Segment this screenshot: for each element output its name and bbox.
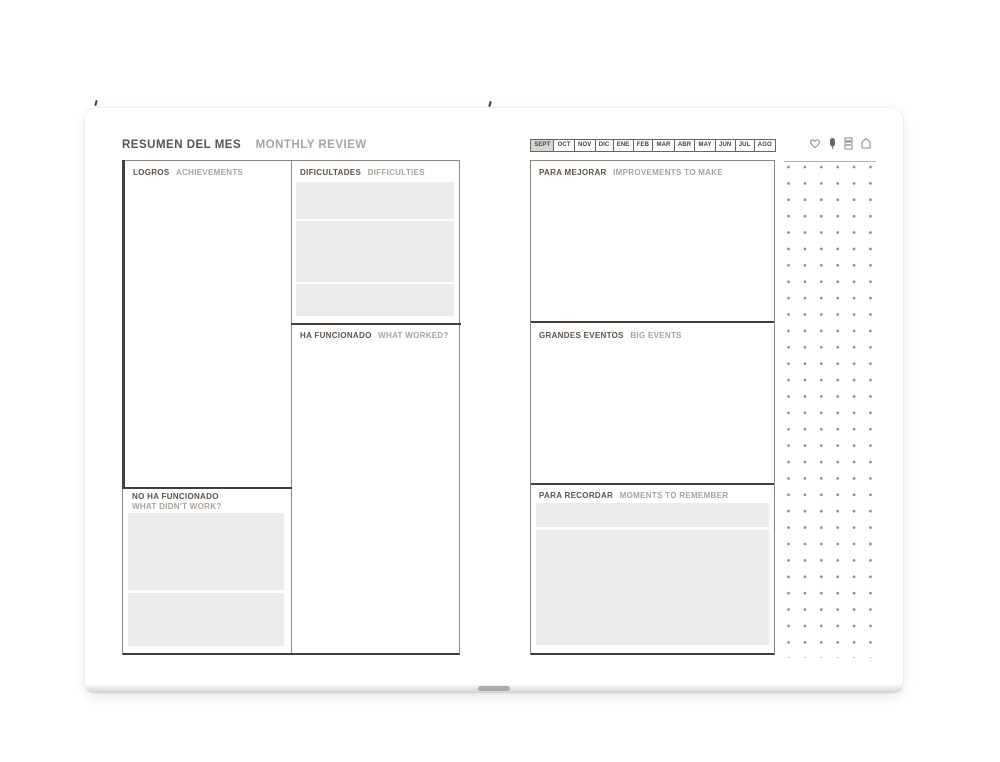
section-header-no-ha-funcionado [132,492,222,512]
section-header-para-recordar [539,491,728,501]
writing-area [536,503,769,527]
para-mejorar-title-en: IMPROVEMENTS TO MAKE [613,168,723,177]
no-ha-funcionado-title-es: NO HA FUNCIONADO [132,492,219,501]
page-title-en: MONTHLY REVIEW [255,139,367,151]
writing-area [128,593,284,646]
right-page-grid [530,160,775,655]
dificultades-title-en: DIFFICULTIES [367,168,425,177]
grandes-eventos-title-en: BIG EVENTS [630,331,682,340]
month-tab-jul[interactable]: JUL [736,139,755,152]
logros-title-es: LOGROS [133,168,170,177]
dificultades-writing-areas [296,182,454,316]
dificultades-title-es: DIFICULTADES [300,168,362,177]
month-tab-dic[interactable]: DIC [596,139,614,152]
page-title [122,135,367,153]
para-recordar-title-en: MOMENTS TO REMEMBER [619,491,729,500]
page-corner-mark-left [94,100,97,106]
no-ha-funcionado-writing-areas [128,513,284,646]
home-icon[interactable] [860,137,872,150]
writing-area [128,513,284,590]
ha-funcionado-title-es: HA FUNCIONADO [300,331,372,340]
right-column-divider [291,323,461,325]
writing-area [296,182,454,219]
page-corner-mark-right [488,101,491,107]
page-title-es: RESUMEN DEL MES [122,139,242,151]
left-page-grid [122,160,460,655]
notebook-binding-notch [478,686,510,691]
section-header-dificultades [300,168,425,178]
writing-area [536,530,769,645]
popsicle-icon[interactable] [828,137,837,150]
writing-area [296,221,454,282]
journal-icon[interactable] [844,137,853,150]
section-header-logros [133,168,243,178]
section-header-grandes-eventos [539,331,682,341]
no-ha-funcionado-title-en: WHAT DIDN'T WORK? [132,502,222,511]
heart-icon[interactable] [809,137,821,150]
section-divider-2 [531,483,774,485]
month-tab-feb[interactable]: FEB [634,139,654,152]
notebook-spread [85,108,903,693]
corner-icon-row [809,137,872,150]
month-tab-ago[interactable]: AGO [755,139,776,152]
month-tab-abr[interactable]: ABR [675,139,696,152]
month-tab-ene[interactable]: ENE [614,139,634,152]
section-header-ha-funcionado [300,331,449,341]
section-divider-1 [531,321,774,323]
month-tab-bar [530,139,776,152]
left-column-divider [123,487,292,489]
month-tab-may[interactable]: MAY [695,139,715,152]
logros-accent-border [122,160,125,489]
para-recordar-title-es: PARA RECORDAR [539,491,614,500]
month-tab-oct[interactable]: OCT [554,139,574,152]
month-tab-nov[interactable]: NOV [575,139,596,152]
month-tab-sept[interactable]: SEPT [530,139,554,152]
section-header-para-mejorar [539,168,723,178]
para-recordar-writing-areas [536,503,769,645]
column-divider [291,161,292,653]
dot-grid [784,161,876,658]
ha-funcionado-title-en: WHAT WORKED? [378,331,449,340]
grandes-eventos-title-es: GRANDES EVENTOS [539,331,624,340]
logros-title-en: ACHIEVEMENTS [176,168,244,177]
month-tab-mar[interactable]: MAR [653,139,674,152]
writing-area [296,284,454,316]
month-tab-jun[interactable]: JUN [716,139,736,152]
para-mejorar-title-es: PARA MEJORAR [539,168,607,177]
